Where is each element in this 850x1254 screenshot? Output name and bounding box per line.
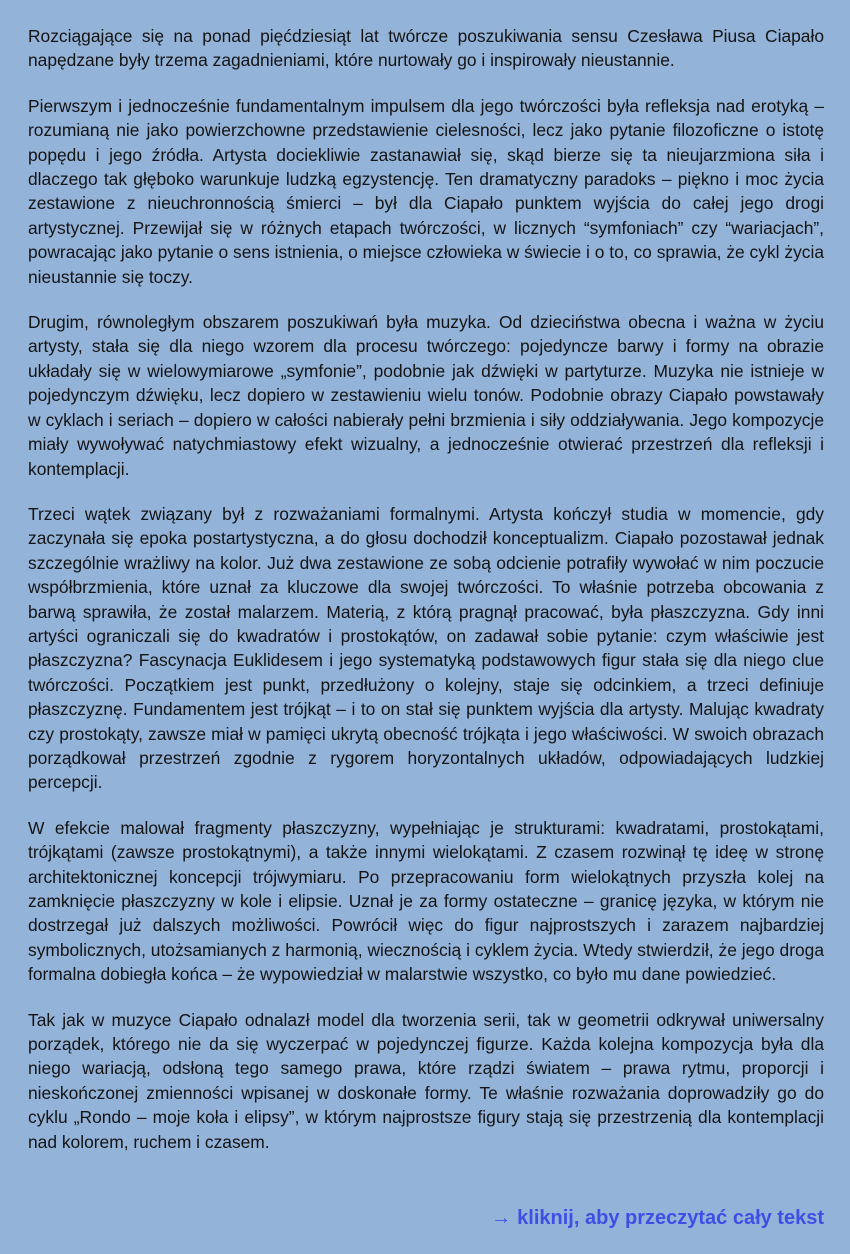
read-full-text-label: kliknij, aby przeczytać cały tekst (517, 1207, 824, 1229)
arrow-right-icon: → (491, 1207, 512, 1229)
paragraph-erotics: Pierwszym i jednocześnie fundamentalnym impulsem dla jego twórczości była refleksja nad erotyką – rozumianą nie jako powierzchowne przedstawienie cielesności, lecz jako pytanie filozoficzne o istotę popędu i jego źródła. Artysta dociekliwie zastanawiał się, skąd bierze się ta nieujarzmiona siła i dlaczego tak głęboko warunkuje ludzką egzystencję. Ten dramatyczny paradoks – piękno i moc życia zestawione z nieuchronnością śmierci – był dla Ciapało punktem wyjścia do całej jego drogi artystycznej. Przewijał się w różnych etapach twórczości, w licznych “symfoniach” czy “wariacjach”, powracając jako pytanie o sens istnienia, o miejsce człowieka w świecie i o to, co sprawia, że cykl życia nieustannie się toczy. (28, 95, 824, 287)
paragraph-intro: Rozciągające się na ponad pięćdziesiąt lat twórcze poszukiwania sensu Czesława Piusa Ciapało napędzane były trzema zagadnieniami, które nurtowały go i inspirowały nieustannie. (28, 26, 824, 71)
article-body (28, 24, 824, 1154)
paragraph-form: Trzeci wątek związany był z rozważaniami formalnymi. Artysta kończył studia w momencie, gdy zaczynała się epoka postartystyczna, a do głosu dochodził konceptualizm. Ciapało pozostawał jednak szczególnie wrażliwy na kolor. Już dwa zestawione ze sobą odcienie potrafiły wywołać w nim poczucie współbrzmienia, które uznał za kluczowe dla swojej twórczości. To właśnie potrzeba obcowania z barwą sprawiła, że został malarzem. Materią, z którą pragnął pracować, była płaszczyzna. Gdy inni artyści ograniczali się do kwadratów i prostokątów, on zadawał sobie pytanie: czym właściwie jest płaszczyzna? Fascynacja Euklidesem i jego systematyką podstawowych figur stała się dla niego clue twórczości. Początkiem jest punkt, przedłużony o kolejny, staje się odcinkiem, a trzeci definiuje płaszczyznę. Fundamentem jest trójkąt – i to on stał się punktem wyjścia dla artysty. Malując kwadraty czy prostokąty, zawsze miał w pamięci ukrytą obecność trójkąta i jego właściwości. W swoich obrazach porządkował przestrzeń zgodnie z rygorem horyzontalnych układów, odpowiadających ludzkiej percepcji. (28, 503, 824, 793)
paragraph-geometry: W efekcie malował fragmenty płaszczyzny, wypełniając je strukturami: kwadratami, prostokątami, trójkątami (zawsze prostokątnymi), a także innymi wielokątami. Z czasem rozwinął tę ideę w stronę architektonicznej koncepcji trójwymiaru. Po przepracowaniu form wielokątnych przyszła kolej na zamknięcie płaszczyzny w kole i elipsie. Uznał je za formy ostateczne – granicę języka, w którym nie dostrzegał już dalszych możliwości. Powrócił więc do figur najprostszych i zarazem najbardziej symbolicznych, utożsamianych z harmonią, wiecznością i cyklem życia. Wtedy stwierdził, że jego droga formalna dobiegła końca – że wypowiedział w malarstwie wszystko, co było mu dane powiedzieć. (28, 817, 824, 985)
paragraph-music: Drugim, równoległym obszarem poszukiwań była muzyka. Od dzieciństwa obecna i ważna w życiu artysty, stała się dla niego wzorem dla procesu twórczego: pojedyncze barwy i formy na obrazie układały się w wielowymiarowe „symfonie”, podobnie jak dźwięki w partyturze. Muzyka nie istnieje w pojedynczym dźwięku, lecz dopiero w zestawieniu wielu tonów. Podobnie obrazy Ciapało powstawały w cyklach i seriach – dopiero w całości nabierały pełni brzmienia i siły oddziaływania. Jego kompozycje miały wywoływać natychmiastowy efekt wizualny, a jednocześnie otwierać przestrzeń dla refleksji i kontemplacji. (28, 312, 824, 479)
paragraph-conclusion: Tak jak w muzyce Ciapało odnalazł model dla tworzenia serii, tak w geometrii odkrywał uniwersalny porządek, którego nie da się wyczerpać w pojedynczej figurze. Każda kolejna kompozycja była dla niego wariacją, odsłoną tego samego prawa, które rządzi światem – prawa rytmu, proporcji i nieskończonej zmienności wpisanej w doskonałe formy. Te właśnie rozważania doprowadziły go do cyklu „Rondo – moje koła i elipsy”, w którym najprostsze figury stają się przestrzenią dla kontemplacji nad kolorem, ruchem i czasem. (28, 1009, 824, 1152)
read-full-text-link[interactable] (491, 1203, 824, 1233)
